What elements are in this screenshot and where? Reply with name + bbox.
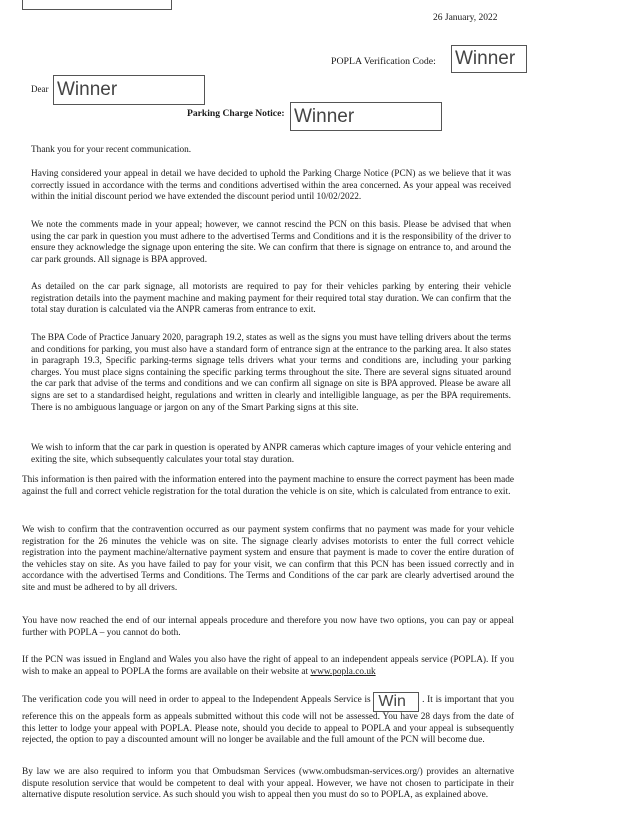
verification-code-inline-redaction: Win [373,692,419,712]
letter-date: 26 January, 2022 [433,13,498,23]
paragraph-popla [22,655,514,678]
paragraph-payment: As detailed on the car park signage, all motorists are required to pay for their vehicles parking by entering their vehicle registration details into the payment machine and making payment for their required total stay duration. We can confirm that the total stay duration is calculated via the ANPR cameras from entrance to exit. [31,282,511,316]
verification-code-redaction: Winner [451,45,527,73]
verification-code-label: POPLA Verification Code: [331,56,436,67]
popla-website-link[interactable]: www.popla.co.uk [310,666,376,677]
paragraph-verification [22,692,514,747]
paragraph-bpa-code: The BPA Code of Practice January 2020, paragraph 19.2, states as well as the signs you must have telling drivers about the terms and conditions for parking, you must also have a standard form of entrance sign at the entrance to the parking area. It also states in paragraph 19.3, Specific parking-terms signage tells drivers what your terms and conditions are, including your parking charges. You must place signs containing the specific parking terms throughout the site. There are several signs situated around the car park that advise of the terms and conditions and we can confirm all signage on site is BPA approved. Please be aware all signs are set to a standardised height, regulations and written in clearly and intelligible language, as per the BPA requirements. There is no ambiguous language or jargon on any of the Smart Parking signs at this site. [31,333,511,413]
paragraph-pairing: This information is then paired with the information entered into the payment machine to ensure the correct payment has been made against the full and correct vehicle registration for the total duration the vehicle is on site, which is calculated from entrance to exit. [22,475,514,497]
verification-text-post: . It is important that you reference this on the appeals form as appeals submitted without this code will not be assessed. You have 28 days from the date of this letter to lodge your appeal with POPLA. Please note, should you decide to appeal to POPLA and your appeal is subsequently rejected, the option to pay a discounted amount will no longer be available and the full amount of the PCN will become due. [22,695,515,746]
paragraph-contravention: We wish to confirm that the contravention occurred as our payment system confirms that no payment was made for your vehicle registration for the 26 minutes the vehicle was on site. The signage clearly advises motorists to enter the full correct vehicle registration into the payment machine/alternative payment system and ensure that payment is made to cover the entire duration of the vehicles stay on site. As you have failed to pay for your visit, we can confirm that this PCN has been issued correctly and in accordance with the advertised Terms and Conditions. The Terms and Conditions of the car park are clearly advertised around the site and must be adhered to by all drivers. [22,525,514,593]
paragraph-decision: Having considered your appeal in detail we have decided to uphold the Parking Charge Notice (PCN) as we believe that it was correctly issued in accordance with the terms and conditions advertised within the area concerned. As your appeal was received within the initial discount period we have extended the discount period until 10/02/2022. [31,169,511,203]
pcn-number-redaction: Winner [290,102,442,131]
paragraph-ombudsman: By law we are also required to inform you that Ombudsman Services (www.ombudsman-services.org/) provides an alternative dispute resolution service that would be competent to deal with your appeal. However, we have not chosen to participate in their alternative dispute resolution service. As such should you wish to appeal then you must do so to POPLA, as explained above. [22,767,514,801]
redaction-box-top [22,0,172,10]
recipient-name-redaction: Winner [53,75,205,105]
paragraph-anpr: We wish to inform that the car park in question is operated by ANPR cameras which capture images of your vehicle entering and exiting the site, which subsequently calculates your total stay duration. [31,443,511,465]
paragraph-signage: We note the comments made in your appeal; however, we cannot rescind the PCN on this basis. Please be advised that when using the car park in question you must adhere to the advertised Terms and Conditions and it is the responsibility of the driver to ensure they acknowledge the signage upon entering the site. We can confirm that there is signage on entrance to, and around the car park grounds. All signage is BPA approved. [31,220,511,265]
popla-text: If the PCN was issued in England and Wales you also have the right of appeal to an independent appeals service (POPLA). If you wish to make an appeal to POPLA the forms are available on their website at [22,655,514,677]
paragraph-options: You have now reached the end of our internal appeals procedure and therefore you now have two options, you can pay or appeal further with POPLA – you cannot do both. [22,616,514,638]
paragraph-thanks: Thank you for your recent communication. [31,145,192,155]
verification-text-pre: The verification code you will need in order to appeal to the Independent Appeals Service is [22,695,371,705]
pcn-label: Parking Charge Notice: [187,108,285,119]
salutation-label: Dear [31,84,49,94]
